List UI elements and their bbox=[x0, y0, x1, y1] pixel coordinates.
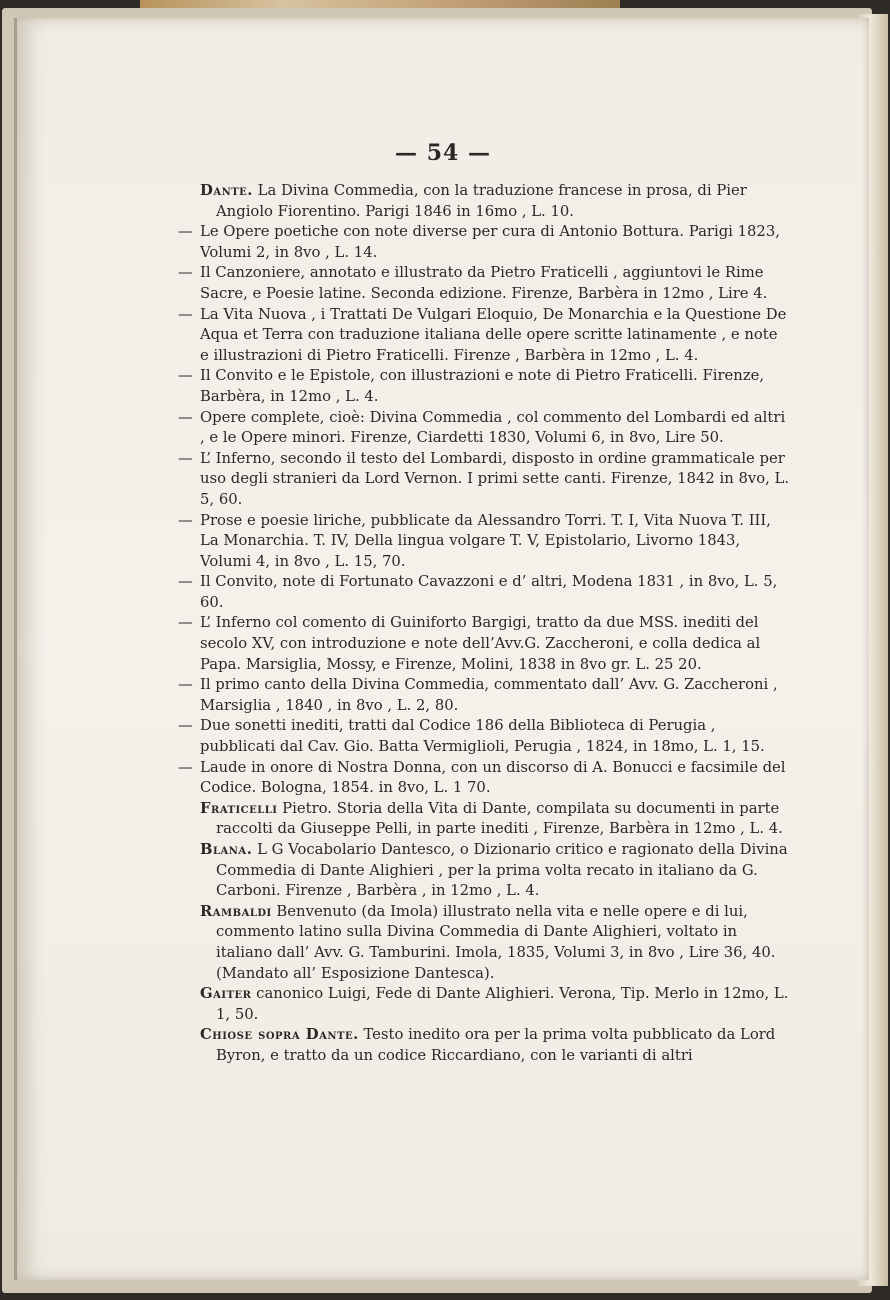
entry-text: Benvenuto (da Imola) illustrato nella vita e nelle opere e di lui, commento latino sulla Divina Commedia di Dante Alighieri, voltato in italiano dall’ Avv. G. Tamburini. Imola, 1835, Volumi 3, in 8vo , Lire 36, 40. (Mandato all’ Esposizione Dantesca). bbox=[216, 902, 776, 982]
sub-entry bbox=[178, 572, 790, 613]
entry-head: Dante. bbox=[200, 182, 253, 199]
entry-dante bbox=[200, 181, 790, 222]
entry-chiose bbox=[200, 1025, 790, 1066]
sub-entry bbox=[178, 366, 790, 407]
dash: — bbox=[178, 676, 193, 694]
entry-rambaldi bbox=[200, 902, 790, 984]
sub-entry bbox=[178, 222, 790, 263]
entry-text: Testo inedito ora per la prima volta pubblicato da Lord Byron, e tratto da un codice Riccardiano, con le varianti di altri bbox=[216, 1026, 776, 1064]
sub-entry bbox=[178, 758, 790, 799]
dash: — bbox=[178, 614, 193, 632]
entry-head: Rambaldi bbox=[200, 902, 272, 920]
page-number: — 54 — bbox=[395, 140, 491, 166]
sub-entry-text: La Vita Nuova , i Trattati De Vulgari Eloquio, De Monarchia e la Questione De Aqua et Terra con traduzione italiana delle opere scritte latinamente , e note e illustrazioni di Pietro Fraticelli. Firenze , Barbèra in 12mo , L. 4. bbox=[200, 305, 787, 364]
bibliography-text bbox=[178, 181, 790, 1067]
sub-entry bbox=[178, 716, 790, 757]
entry-text: La Divina Commedia, con la traduzione francese in prosa, di Pier Angiolo Fiorentino. Parigi 1846 in 16mo , L. 10. bbox=[216, 182, 747, 220]
entry-blana bbox=[200, 840, 790, 902]
sub-entry bbox=[178, 613, 790, 675]
entry-head: Fraticelli bbox=[200, 799, 278, 817]
sub-entry bbox=[178, 675, 790, 716]
sub-entry-text: Opere complete, cioè: Divina Commedia , col commento del Lombardi ed altri , e le Opere minori. Firenze, Ciardetti 1830, Volumi 6, in 8vo, Lire 50. bbox=[200, 408, 786, 447]
sub-entry-text: Il Canzoniere, annotato e illustrato da Pietro Fraticelli , aggiuntovi le Rime Sacre, e Poesie latine. Seconda edizione. Firenze, Barbèra in 12mo , Lire 4. bbox=[200, 264, 768, 302]
dash: — bbox=[178, 367, 193, 385]
entry-text: L G Vocabolario Dantesco, o Dizionario critico e ragionato della Divina Commedia di Dante Alighieri , per la prima volta recato in italiano da G. Carboni. Firenze , Barbèra , in 12mo , L. 4. bbox=[216, 841, 788, 900]
dash: — bbox=[178, 264, 193, 282]
dash: — bbox=[178, 305, 193, 323]
entry-head: Chiose sopra Dante. bbox=[200, 1026, 359, 1044]
sub-entry-text: Il Convito e le Epistole, con illustrazioni e note di Pietro Fraticelli. Firenze, Barbèra, in 12mo , L. 4. bbox=[200, 367, 765, 405]
sub-entry-text: Laude in onore di Nostra Donna, con un discorso di A. Bonucci e facsimile del Codice. Bologna, 1854. in 8vo, L. 1 70. bbox=[200, 758, 786, 797]
sub-entry-text: Il Convito, note di Fortunato Cavazzoni e d’ altri, Modena 1831 , in 8vo, L. 5, 60. bbox=[200, 573, 778, 611]
sub-entry-text: Il primo canto della Divina Commedia, commentato dall’ Avv. G. Zaccheroni , Marsiglia , 1840 , in 8vo , L. 2, 80. bbox=[200, 676, 778, 714]
entry-text: Pietro. Storia della Vita di Dante, compilata su documenti in parte raccolti da Giuseppe Pelli, in parte inediti , Firenze, Barbèra in 12mo , L. 4. bbox=[216, 799, 783, 838]
sub-entry-text: L’ Inferno, secondo il testo del Lombardi, disposto in ordine grammaticale per uso degli stranieri da Lord Vernon. I primi sette canti. Firenze, 1842 in 8vo, L. 5, 60. bbox=[200, 449, 790, 508]
entry-head: Gaiter bbox=[200, 985, 252, 1003]
dash: — bbox=[178, 717, 193, 735]
sub-entry bbox=[178, 263, 790, 304]
sub-entry-text: Prose e poesie liriche, pubblicate da Alessandro Torri. T. I, Vita Nuova T. III, La Monarchia. T. IV, Della lingua volgare T. V, Epistolario, Livorno 1843, Volumi 4, in 8vo , L. 15, 70. bbox=[200, 511, 771, 570]
sub-entry-text: Due sonetti inediti, tratti dal Codice 186 della Biblioteca di Perugia , pubblicati dal Cav. Gio. Batta Vermiglioli, Perugia , 1824, in 18mo, L. 1, 15. bbox=[200, 717, 765, 756]
entry-text: canonico Luigi, Fede di Dante Alighieri. Verona, Tip. Merlo in 12mo, L. 1, 50. bbox=[216, 985, 789, 1023]
dash: — bbox=[178, 449, 193, 467]
sub-entry bbox=[178, 408, 790, 449]
dash: — bbox=[178, 758, 193, 776]
dash: — bbox=[178, 573, 193, 591]
entry-fraticelli bbox=[200, 799, 790, 840]
entry-gaiter bbox=[200, 984, 790, 1025]
entry-head: Blana. bbox=[200, 841, 253, 858]
dash: — bbox=[178, 511, 193, 529]
sub-entry-text: L’ Inferno col comento di Guiniforto Bargigi, tratto da due MSS. inediti del secolo XV, con introduzione e note dell’Avv.G. Zaccheroni, e colla dedica al Papa. Marsiglia, Mossy, e Firenze, Molini, 1838 in 8vo gr. L. 25 20. bbox=[200, 614, 761, 673]
dash: — bbox=[178, 408, 193, 426]
sub-entry bbox=[178, 511, 790, 573]
sub-entry-text: Le Opere poetiche con note diverse per cura di Antonio Bottura. Parigi 1823, Volumi 2, in 8vo , L. 14. bbox=[200, 223, 780, 261]
dash: — bbox=[178, 223, 193, 241]
sub-entry bbox=[178, 305, 790, 367]
sub-entry bbox=[178, 449, 790, 511]
